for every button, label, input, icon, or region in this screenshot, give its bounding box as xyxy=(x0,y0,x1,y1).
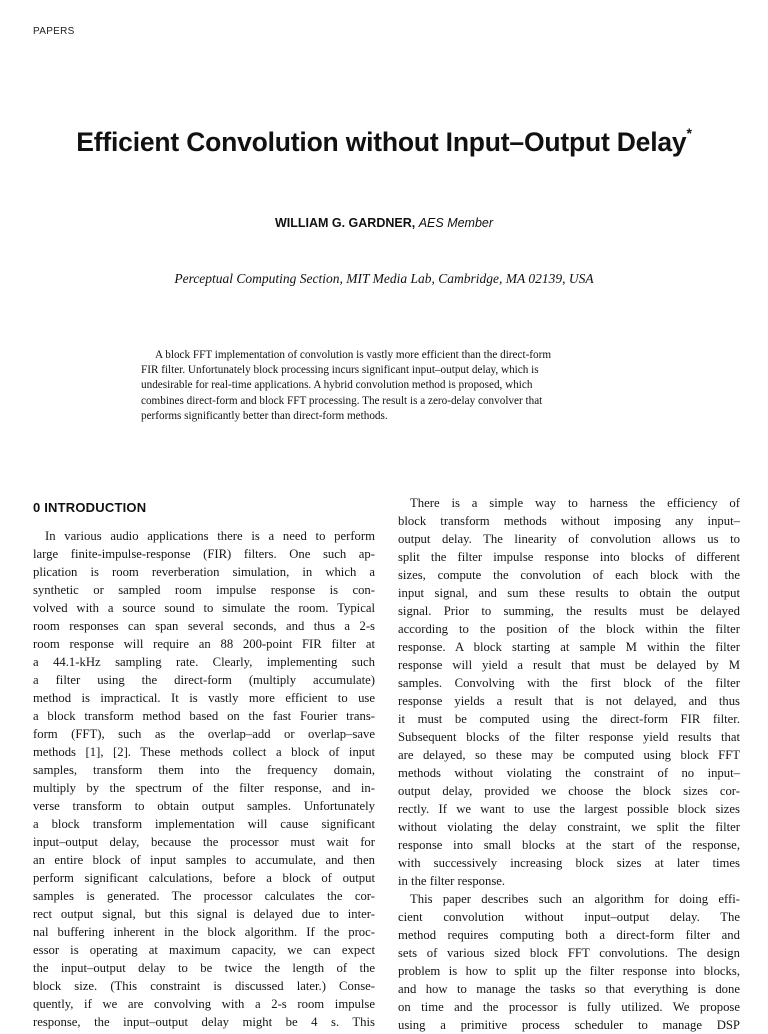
text-line: split the filter impulse response into blocks of different xyxy=(398,550,740,564)
text-line: without violating the delay constraint, we split the filter xyxy=(398,820,740,834)
abstract-line: undesirable for real-time applications. A hybrid convolution method is proposed, which xyxy=(141,379,533,392)
text-line: samples, transform them into the frequency domain, xyxy=(33,763,375,777)
text-line: method is impractical. It is vastly more efficient to use xyxy=(33,691,375,705)
right-column xyxy=(398,494,740,1034)
text-line: problem is how to split up the filter response into blocks, xyxy=(398,964,740,978)
text-line: synthetic or sampled room impulse response is con- xyxy=(33,583,375,597)
text-line: with successively increasing block sizes at later times xyxy=(398,856,740,870)
text-line: an entire block of input samples to accumulate, and then xyxy=(33,853,375,867)
text-line: In various audio applications there is a need to perform xyxy=(45,529,375,543)
text-line: rect output signal, but this signal is delayed due to inter- xyxy=(33,907,375,921)
text-line: sizes, compute the convolution of each block with the xyxy=(398,568,740,582)
text-line: Subsequent blocks of the filter response yield results that xyxy=(398,730,740,744)
author-line xyxy=(0,216,768,230)
text-line: using a primitive process scheduler to manage DSP xyxy=(398,1018,740,1032)
left-column xyxy=(33,498,375,1031)
text-line: in the filter response. xyxy=(398,874,506,888)
text-line: methods without violating the constraint of no input– xyxy=(398,766,740,780)
text-line: volved with a source sound to simulate the room. Typical xyxy=(33,601,375,615)
text-line: signal. Prior to summing, the results must be delayed xyxy=(398,604,740,618)
author-name: WILLIAM G. GARDNER, xyxy=(274,216,416,230)
text-line: samples is generated. The processor calculates the cor- xyxy=(33,889,375,903)
text-line: room responses can span several seconds, and thus a 2-s xyxy=(33,619,375,633)
text-line: block size. (This constraint is discussed later.) Conse- xyxy=(33,979,375,993)
text-line: a filter using the direct-form (multiply accumulate) xyxy=(33,673,375,687)
text-line: output delay, provided we choose the block sizes cor- xyxy=(398,784,740,798)
text-line: essor is operating at maximum capacity, we can expect xyxy=(33,943,375,957)
text-line: on time and the processor is fully utilized. We propose xyxy=(398,1000,740,1014)
text-line: perform significant calculations, before a block of output xyxy=(33,871,375,885)
text-line: There is a simple way to harness the efficiency of xyxy=(410,496,740,510)
text-line: method requires computing both a direct-form filter and xyxy=(398,928,740,942)
text-line: the input–output delay to be twice the length of the xyxy=(33,961,375,975)
text-line: plication is room reverberation simulation, in which a xyxy=(33,565,375,579)
abstract xyxy=(141,348,631,424)
text-line: quently, if we are convolving with a 2-s room impulse xyxy=(33,997,375,1011)
text-line: response will yield a result that must be delayed by M xyxy=(398,658,740,672)
section-heading: 0 INTRODUCTION xyxy=(33,500,147,515)
abstract-line: performs significantly better than direct-form methods. xyxy=(141,409,388,422)
text-line: response. A block starting at sample M within the filter xyxy=(398,640,740,654)
title-footnote-mark: * xyxy=(686,125,692,141)
text-line: are delayed, so these may be computed using block FFT xyxy=(398,748,740,762)
text-line: output delay. The linearity of convolution allows us to xyxy=(398,532,740,546)
text-line: methods [1], [2]. These methods collect a block of input xyxy=(33,745,375,759)
abstract-line: combines direct-form and block FFT processing. The result is a zero-delay convolver that xyxy=(141,394,543,407)
text-line: sets of various sized block FFT convolutions. The design xyxy=(398,946,740,960)
text-line: a block transform implementation will cause significant xyxy=(33,817,375,831)
abstract-line: FIR filter. Unfortunately block processing incurs significant input–output delay, which is xyxy=(141,364,539,377)
intro-paragraph-2 xyxy=(398,494,740,890)
paper-title xyxy=(0,127,768,158)
text-line: input–output delay, because the processor must wait for xyxy=(33,835,375,849)
text-line: rectly. If we want to use the largest possible block sizes xyxy=(398,802,740,816)
text-line: multiply by the spectrum of the filter response, and in- xyxy=(33,781,375,795)
text-line: form (FFT), such as the overlap–add or overlap–save xyxy=(33,727,375,741)
text-line: samples. Convolving with the first block of the filter xyxy=(398,676,740,690)
text-line: cient convolution without input–output delay. The xyxy=(398,910,740,924)
text-line: a block transform method based on the fast Fourier trans- xyxy=(33,709,375,723)
text-line: response yields a result that is not delayed, and thus xyxy=(398,694,740,708)
text-line: nal buffering inherent in the block algorithm. If the proc- xyxy=(33,925,375,939)
text-line: large finite-impulse-response (FIR) filters. One such ap- xyxy=(33,547,375,561)
running-head: PAPERS xyxy=(33,26,75,37)
author-membership: AES Member xyxy=(418,216,494,230)
text-line: block transform methods without imposing any input– xyxy=(398,514,740,528)
text-line: room response will require an 88 200-point FIR filter at xyxy=(33,637,375,651)
author-affiliation: Perceptual Computing Section, MIT Media Lab, Cambridge, MA 02139, USA xyxy=(174,271,594,286)
abstract-line: A block FFT implementation of convolution is vastly more efficient than the direct-form xyxy=(155,349,552,361)
intro-paragraph-1 xyxy=(33,527,375,1031)
text-line: response, the input–output delay might be 4 s. This xyxy=(33,1015,375,1029)
text-line: a 44.1-kHz sampling rate. Clearly, implementing such xyxy=(33,655,375,669)
text-line: response into small blocks at the start of the response, xyxy=(398,838,740,852)
text-line: and how to manage the tasks so that everything is done xyxy=(398,982,740,996)
intro-paragraph-3 xyxy=(398,890,740,1034)
text-line: This paper describes such an algorithm for doing effi- xyxy=(410,892,740,906)
text-line: input signal, and sum these results to obtain the output xyxy=(398,586,740,600)
text-line: according to the position of the block within the filter xyxy=(398,622,740,636)
text-line: it must be computed using the direct-form FIR filter. xyxy=(398,712,740,726)
paper-title-text: Efficient Convolution without Input–Output Delay xyxy=(76,127,687,157)
text-line: verse transform to obtain output samples. Unfortunately xyxy=(33,799,375,813)
